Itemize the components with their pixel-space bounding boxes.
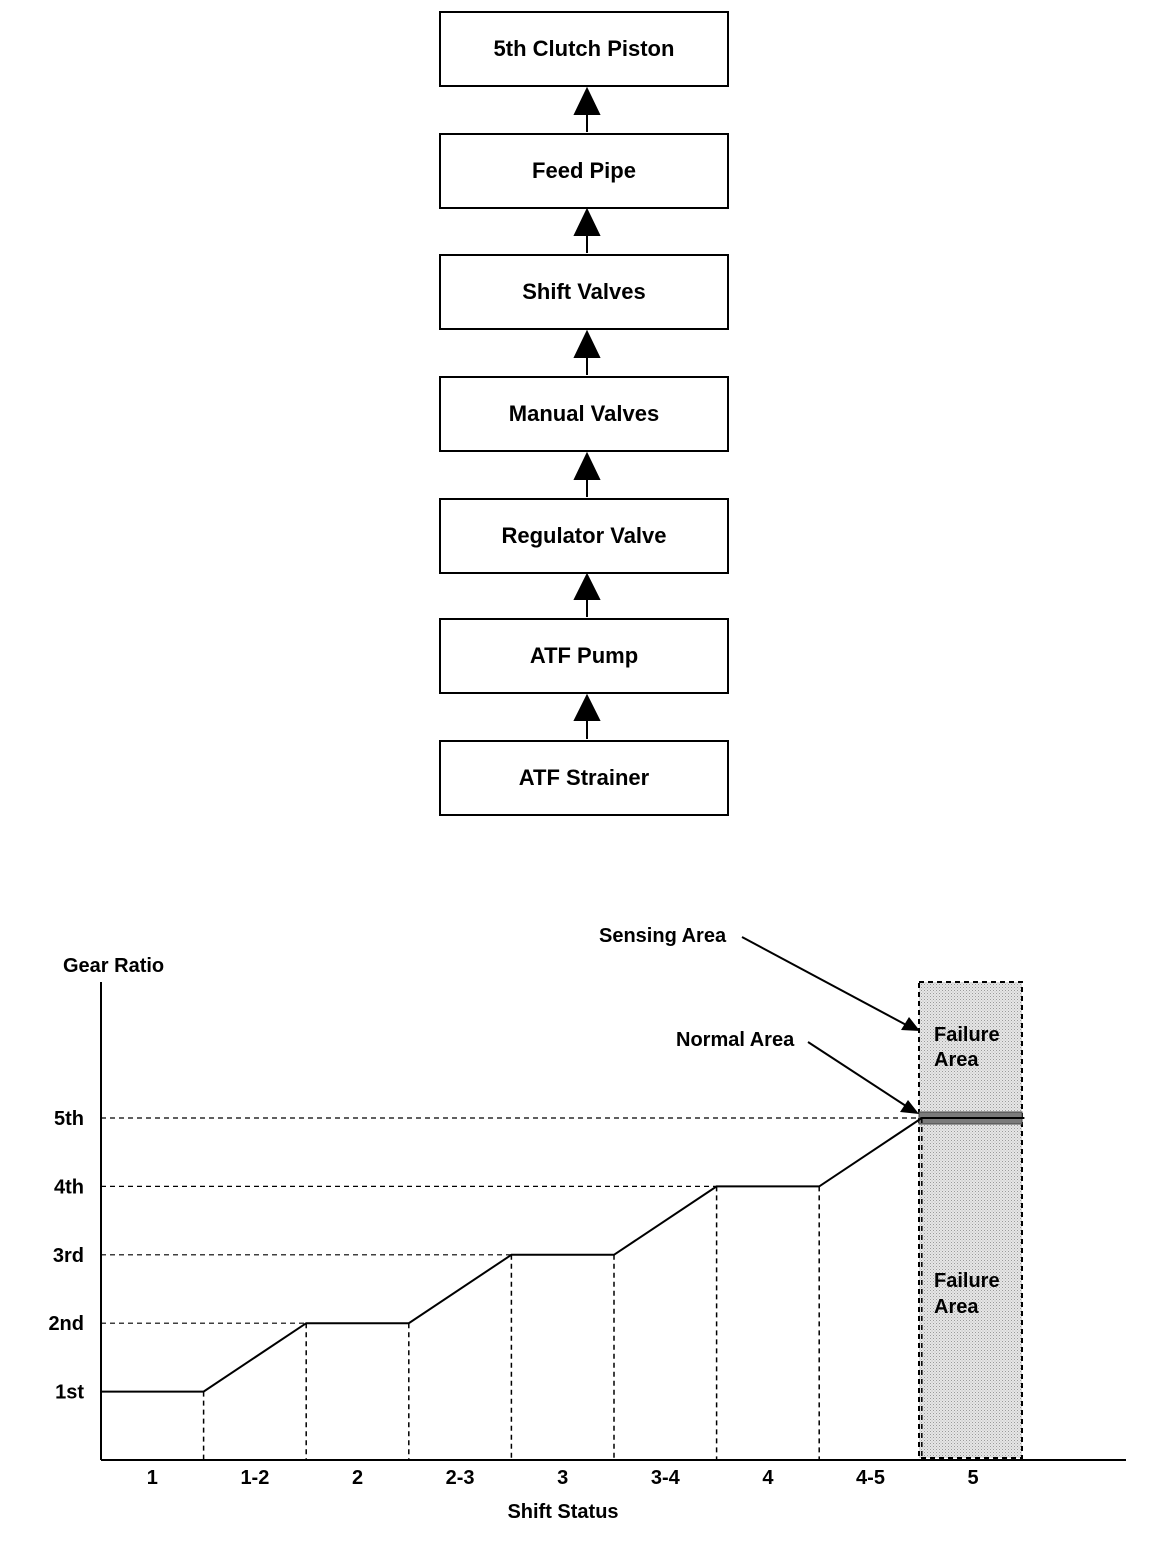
flow-box-feed-pipe: Feed Pipe — [439, 133, 729, 209]
flow-box-regulator-valve: Regulator Valve — [439, 498, 729, 574]
y-tick-1st: 1st — [55, 1381, 84, 1404]
y-tick-3rd: 3rd — [52, 1244, 84, 1267]
failure-area-lower-line2: Area — [934, 1296, 979, 1318]
x-tick-5: 5 — [967, 1467, 979, 1489]
flow-box-atf-pump: ATF Pump — [439, 618, 729, 694]
x-tick-4: 4 — [762, 1467, 774, 1489]
x-tick-1: 1 — [146, 1467, 158, 1489]
x-axis-title: Shift Status — [507, 1501, 619, 1523]
x-tick-3-4: 3-4 — [650, 1467, 680, 1489]
failure-area-upper-line2: Area — [934, 1049, 979, 1071]
y-axis-title: Gear Ratio — [63, 955, 165, 977]
x-tick-2-3: 2-3 — [445, 1467, 475, 1489]
normal-area-label: Normal Area — [676, 1029, 795, 1051]
x-tick-4-5: 4-5 — [856, 1467, 885, 1489]
y-tick-4th: 4th — [54, 1176, 84, 1199]
sensing-area-pointer — [742, 937, 910, 1027]
sensing-area-label: Sensing Area — [599, 925, 727, 947]
flow-box-5th-clutch-piston: 5th Clutch Piston — [439, 11, 729, 87]
normal-area-arrowhead — [900, 1100, 919, 1114]
x-tick-3: 3 — [557, 1467, 569, 1489]
flow-box-atf-strainer: ATF Strainer — [439, 740, 729, 816]
x-tick-2: 2 — [351, 1467, 364, 1489]
flow-box-shift-valves: Shift Valves — [439, 254, 729, 330]
normal-area-pointer — [808, 1042, 909, 1108]
flow-box-manual-valves: Manual Valves — [439, 376, 729, 452]
failure-area-lower-line1: Failure — [934, 1270, 1000, 1292]
failure-area-upper-line1: Failure — [934, 1024, 1000, 1046]
y-tick-2nd: 2nd — [48, 1313, 84, 1336]
x-tick-1-2: 1-2 — [240, 1467, 270, 1489]
y-tick-5th: 5th — [54, 1108, 84, 1130]
